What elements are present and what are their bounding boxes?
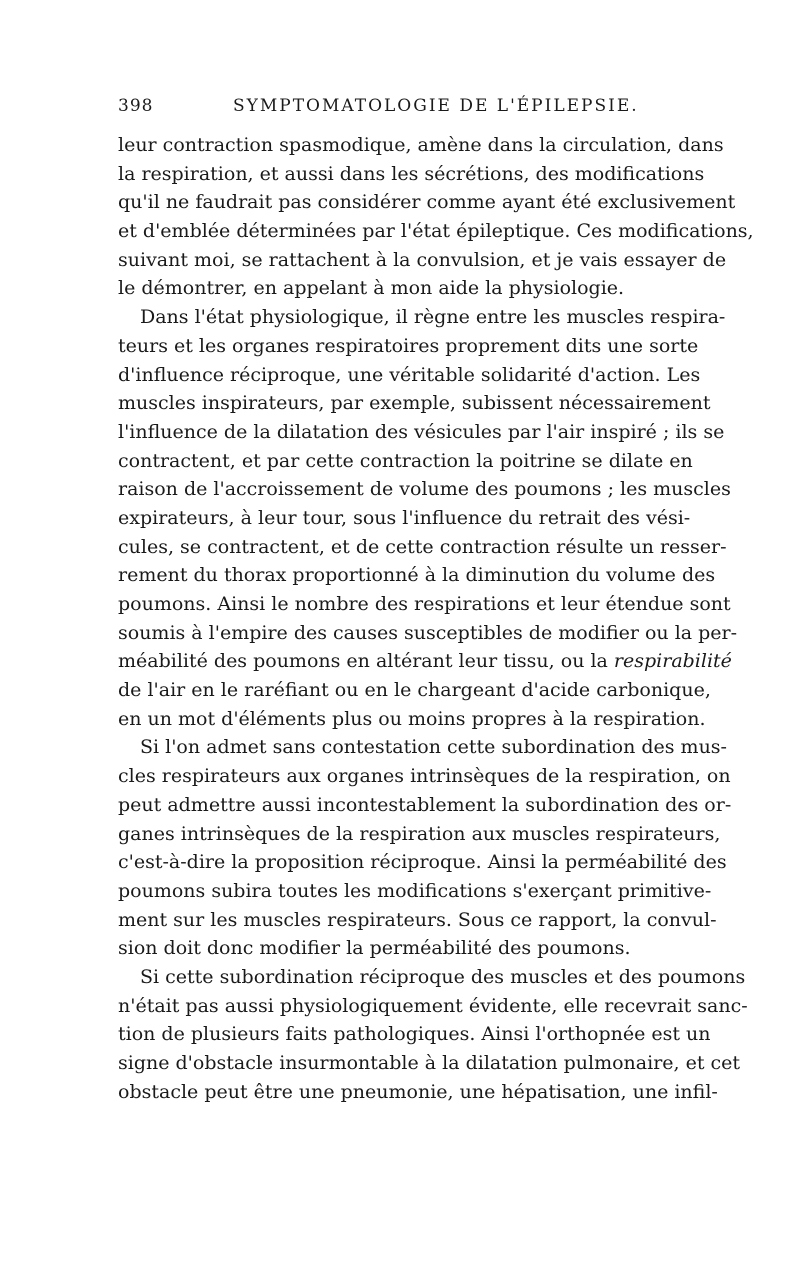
page-header bbox=[118, 96, 678, 118]
text-line: leur contraction spasmodique, amène dans la circulation, dans bbox=[118, 134, 724, 156]
text-line: l'influence de la dilatation des vésicules par l'air inspiré ; ils se bbox=[118, 420, 725, 443]
text-line: méabilité des poumons en altérant leur tissu, ou la respirabilité bbox=[118, 650, 732, 673]
text-line: le démontrer, en appelant à mon aide la physiologie. bbox=[118, 277, 625, 300]
paragraph bbox=[118, 963, 748, 1106]
text-line: la respiration, et aussi dans les sécrétions, des modifications bbox=[118, 162, 705, 185]
text-line: expirateurs, à leur tour, sous l'influence du retrait des vési- bbox=[118, 506, 691, 529]
italic-term: respirabilité bbox=[613, 650, 732, 673]
page-number: 398 bbox=[118, 96, 154, 116]
paragraph bbox=[118, 303, 738, 733]
text-line: d'influence réciproque, une véritable solidarité d'action. Les bbox=[118, 363, 701, 386]
text-line: de l'air en le raréfiant ou en le chargeant d'acide carbonique, bbox=[118, 679, 711, 702]
text-line: signe d'obstacle insurmontable à la dilatation pulmonaire, et cet bbox=[118, 1052, 741, 1074]
text-line: Dans l'état physiologique, il règne entre les muscles respira- bbox=[140, 306, 726, 329]
text-line: c'est-à-dire la proposition réciproque. Ainsi la perméabilité des bbox=[118, 851, 727, 874]
text-line: raison de l'accroissement de volume des poumons ; les muscles bbox=[118, 478, 731, 501]
text-line: ganes intrinsèques de la respiration aux muscles respirateurs, bbox=[118, 822, 721, 845]
text-line: teurs et les organes respiratoires proprement dits une sorte bbox=[118, 334, 699, 357]
text-line: en un mot d'éléments plus ou moins propres à la respiration. bbox=[118, 707, 706, 730]
text-line: sion doit donc modifier la perméabilité des poumons. bbox=[118, 937, 631, 960]
text-line: cles respirateurs aux organes intrinsèques de la respiration, on bbox=[118, 765, 731, 788]
paragraph bbox=[118, 733, 732, 963]
text-line: Si cette subordination réciproque des muscles et des poumons bbox=[140, 965, 746, 988]
text-line: peut admettre aussi incontestablement la subordination des or- bbox=[118, 793, 732, 816]
text-line: contractent, et par cette contraction la poitrine se dilate en bbox=[118, 449, 693, 472]
body-text bbox=[118, 131, 754, 1106]
text-line: Si l'on admet sans contestation cette subordination des mus- bbox=[140, 736, 727, 759]
running-head: SYMPTOMATOLOGIE DE L'ÉPILEPSIE. bbox=[233, 96, 639, 116]
text-line: muscles inspirateurs, par exemple, subissent nécessairement bbox=[118, 392, 711, 415]
text-line: suivant moi, se rattachent à la convulsion, et je vais essayer de bbox=[118, 248, 727, 271]
text-line: ment sur les muscles respirateurs. Sous ce rapport, la convul- bbox=[118, 908, 717, 931]
text-line: n'était pas aussi physiologiquement évidente, elle recevrait sanc- bbox=[118, 994, 748, 1017]
text-line: soumis à l'empire des causes susceptibles de modifier ou la per- bbox=[118, 621, 738, 644]
text-line: obstacle peut être une pneumonie, une hépatisation, une infil- bbox=[118, 1080, 718, 1103]
text-line: rement du thorax proportionné à la diminution du volume des bbox=[118, 564, 716, 587]
text-line: poumons. Ainsi le nombre des respirations et leur étendue sont bbox=[118, 593, 731, 615]
text-line: cules, se contractent, et de cette contraction résulte un resser- bbox=[118, 535, 727, 558]
text-line: poumons subira toutes les modifications s'exerçant primitive- bbox=[118, 879, 712, 902]
text-line: qu'il ne faudrait pas considérer comme ayant été exclusivement bbox=[118, 191, 736, 214]
paragraph bbox=[118, 131, 754, 303]
text-line: et d'emblée déterminées par l'état épileptique. Ces modifications, bbox=[118, 220, 754, 243]
text-line: tion de plusieurs faits pathologiques. Ainsi l'orthopnée est un bbox=[118, 1023, 711, 1046]
